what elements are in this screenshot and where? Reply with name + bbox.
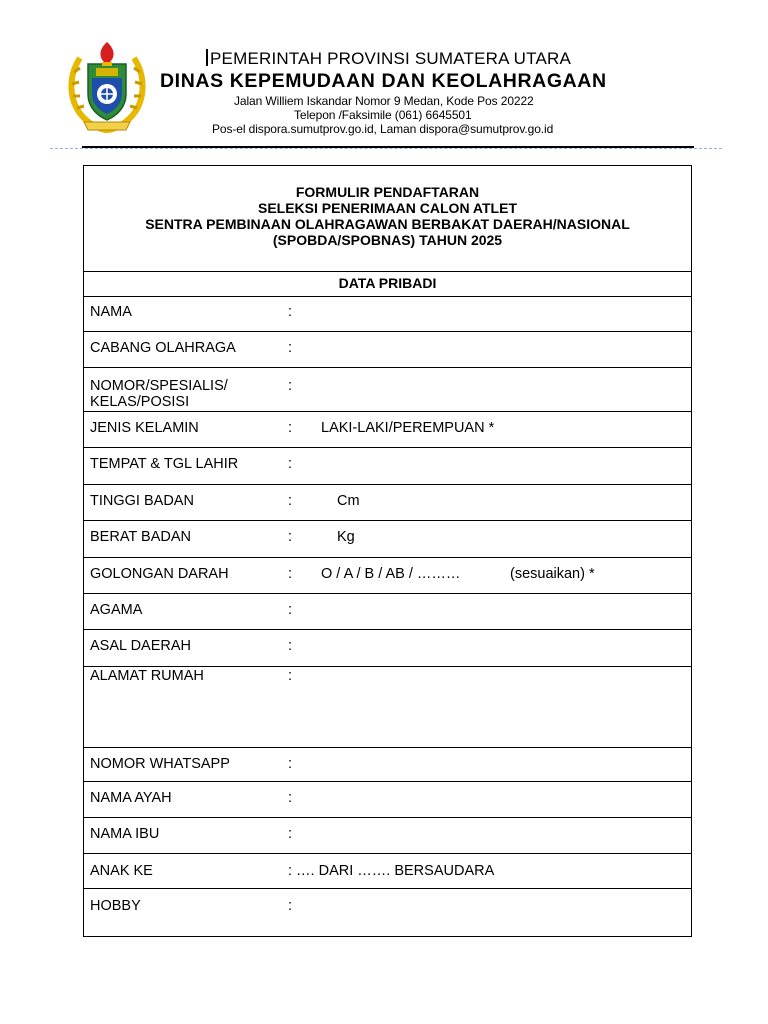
field-colon: : (288, 668, 293, 684)
field-colon: : (288, 529, 293, 545)
field-nomor-whatsapp[interactable] (84, 748, 691, 782)
field-berat-badan[interactable] (84, 521, 691, 558)
field-colon: : (288, 493, 293, 509)
agency-address: Jalan Williem Iskandar Nomor 9 Medan, Kode Pos 20222 (234, 94, 534, 108)
field-colon: : (288, 456, 293, 472)
field-label: ALAMAT RUMAH (90, 668, 204, 684)
section-heading: DATA PRIBADI (84, 271, 691, 297)
blood-type-note: (sesuaikan) * (510, 566, 595, 582)
form-title-line: SELEKSI PENERIMAAN CALON ATLET (257, 200, 517, 216)
page-separator (50, 148, 722, 149)
field-label: NOMOR WHATSAPP (90, 756, 230, 772)
sibling-order-value: : …. DARI ……. BERSAUDARA (288, 863, 495, 879)
field-colon: : (288, 756, 293, 772)
field-colon: : (288, 638, 293, 654)
field-label: NAMA (90, 304, 132, 320)
field-colon: : (288, 898, 293, 914)
field-label: NAMA IBU (90, 826, 160, 842)
field-label: NAMA AYAH (90, 790, 172, 806)
field-label: CABANG OLAHRAGA (90, 340, 236, 356)
field-asal-daerah[interactable] (84, 630, 691, 667)
gender-options: LAKI-LAKI/PEREMPUAN * (321, 420, 495, 436)
field-nama-ayah[interactable] (84, 782, 691, 818)
field-nomor-spesialis[interactable] (84, 368, 691, 412)
form-title-line: (SPOBDA/SPOBNAS) TAHUN 2025 (272, 232, 503, 248)
field-alamat-rumah[interactable] (84, 667, 691, 748)
field-label: NOMOR/SPESIALIS/ (90, 378, 228, 394)
field-hobby[interactable] (84, 889, 691, 936)
agency-email: Pos-el dispora.sumutprov.go.id, Laman dispora@sumutprov.go.id (212, 122, 554, 136)
field-colon: : (288, 340, 293, 356)
field-golongan-darah[interactable] (84, 558, 691, 594)
unit-label: Kg (337, 529, 355, 545)
field-label: GOLONGAN DARAH (90, 566, 229, 582)
form-title (84, 166, 691, 272)
field-nama[interactable] (84, 296, 691, 332)
field-agama[interactable] (84, 594, 691, 630)
field-label: AGAMA (90, 602, 143, 618)
field-colon: : (288, 790, 293, 806)
agency-telephone: Telepon /Faksimile (061) 6645501 (294, 108, 472, 122)
field-colon: : (288, 602, 293, 618)
provincial-emblem-icon (66, 38, 148, 134)
government-heading: PEMERINTAH PROVINSI SUMATERA UTARA (206, 49, 571, 69)
field-jenis-kelamin[interactable] (84, 412, 691, 448)
blood-type-options: O / A / B / AB / ……… (321, 566, 461, 582)
field-label: TEMPAT & TGL LAHIR (90, 456, 239, 472)
field-anak-ke[interactable] (84, 854, 691, 889)
field-label: KELAS/POSISI (90, 394, 190, 410)
unit-label: Cm (337, 493, 360, 509)
field-label: TINGGI BADAN (90, 493, 194, 509)
field-label: ASAL DAERAH (90, 638, 191, 654)
field-label: HOBBY (90, 898, 141, 914)
field-colon: : (288, 420, 293, 436)
field-label: JENIS KELAMIN (90, 420, 199, 436)
field-nama-ibu[interactable] (84, 818, 691, 854)
field-tinggi-badan[interactable] (84, 485, 691, 521)
form-title-line: FORMULIR PENDAFTARAN (295, 184, 480, 200)
field-colon: : (288, 826, 293, 842)
field-cabang-olahraga[interactable] (84, 332, 691, 368)
agency-name: DINAS KEPEMUDAAN DAN KEOLAHRAGAAN (160, 70, 607, 92)
field-colon: : (288, 304, 293, 320)
form-title-line: SENTRA PEMBINAAN OLAHRAGAWAN BERBAKAT DAERAH/NASIONAL (145, 216, 630, 232)
registration-form (83, 165, 692, 937)
field-label: BERAT BADAN (90, 529, 191, 545)
field-colon: : (288, 378, 293, 394)
field-label: ANAK KE (90, 863, 153, 879)
field-tempat-tgl-lahir[interactable] (84, 448, 691, 485)
field-colon: : (288, 566, 293, 582)
